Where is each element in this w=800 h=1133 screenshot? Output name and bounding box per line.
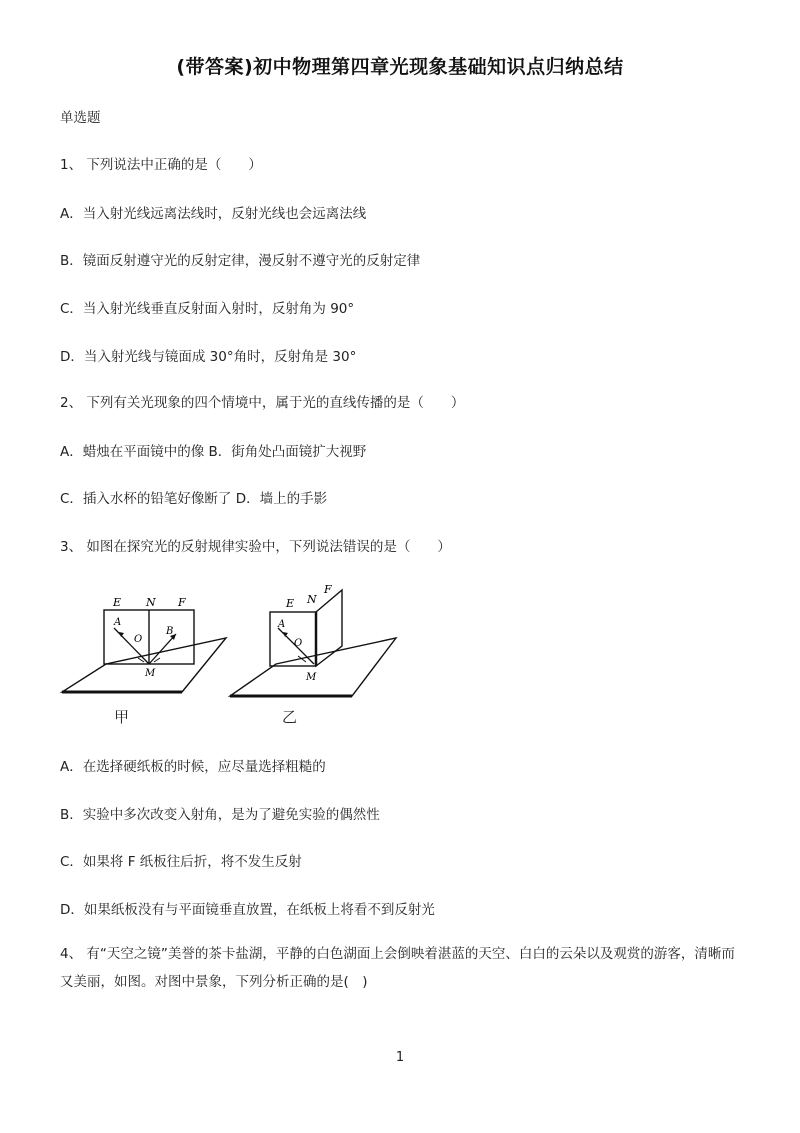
question-3-option-b: B．实验中多次改变入射角，是为了避免实验的偶然性 xyxy=(60,807,380,823)
question-3-stem: 3、 如图在探究光的反射规律实验中，下列说法错误的是（ ） xyxy=(60,539,451,555)
svg-text:A: A xyxy=(114,617,122,628)
svg-text:E: E xyxy=(113,596,122,609)
svg-text:M: M xyxy=(145,668,156,679)
svg-text:O: O xyxy=(134,634,143,645)
question-1-option-b: B．镜面反射遵守光的反射定律，漫反射不遵守光的反射定律 xyxy=(60,253,421,269)
svg-text:M: M xyxy=(306,672,317,683)
svg-text:B: B xyxy=(166,626,174,637)
svg-text:A: A xyxy=(278,619,286,630)
reflection-diagram xyxy=(58,576,408,726)
svg-text:F: F xyxy=(178,596,186,609)
question-1-stem: 1、 下列说法中正确的是（ ） xyxy=(60,157,262,173)
figure-caption-left: 甲 xyxy=(114,708,130,726)
document-title: (带答案)初中物理第四章光现象基础知识点归纳总结 xyxy=(176,56,624,78)
svg-text:N: N xyxy=(146,596,156,609)
question-2-option-cd: C．插入水杯的铅笔好像断了 D．墙上的手影 xyxy=(60,491,328,507)
svg-text:O: O xyxy=(294,638,303,649)
question-3-option-c: C．如果将 F 纸板往后折，将不发生反射 xyxy=(60,854,302,870)
question-2-stem: 2、 下列有关光现象的四个情境中，属于光的直线传播的是（ ） xyxy=(60,395,465,411)
question-1-option-a: A．当入射光线远离法线时，反射光线也会远离法线 xyxy=(60,206,367,222)
figure-caption-right: 乙 xyxy=(282,708,298,726)
reflection-experiment-figure xyxy=(58,576,408,726)
question-1-option-d: D．当入射光线与镜面成 30°角时，反射角是 30° xyxy=(60,349,357,365)
question-3-option-a: A．在选择硬纸板的时候，应尽量选择粗糙的 xyxy=(60,759,326,775)
svg-text:N: N xyxy=(307,593,317,606)
question-2-option-ab: A．蜡烛在平面镜中的像 B．街角处凸面镜扩大视野 xyxy=(60,444,367,460)
question-3-option-d: D．如果纸板没有与平面镜垂直放置，在纸板上将看不到反射光 xyxy=(60,902,435,918)
diagram-left xyxy=(62,596,226,692)
question-1-option-c: C．当入射光线垂直反射面入射时，反射角为 90° xyxy=(60,301,355,317)
section-heading: 单选题 xyxy=(60,110,101,126)
page-number: 1 xyxy=(395,1050,405,1065)
diagram-right xyxy=(230,583,396,696)
svg-text:F: F xyxy=(324,583,332,596)
svg-text:E: E xyxy=(286,597,295,610)
question-4-stem: 4、 有“天空之镜”美誉的茶卡盐湖，平静的白色湖面上会倒映着湛蓝的天空、白白的云朵以及观赏的游客，清晰而又美丽，如图。对图中景象，下列分析正确的是( ) xyxy=(60,946,735,990)
